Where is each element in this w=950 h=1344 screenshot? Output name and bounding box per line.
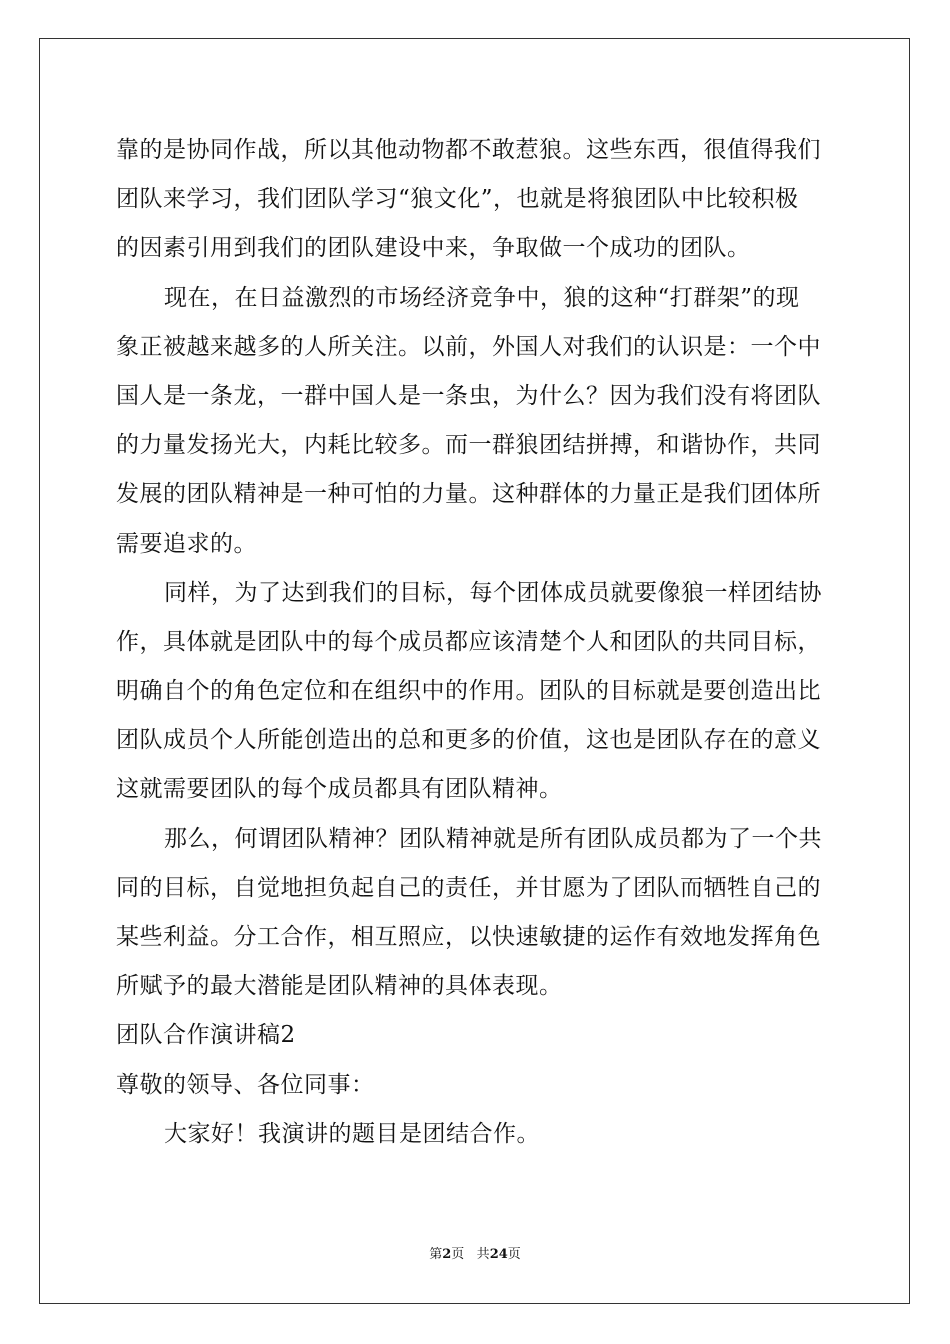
total-suffix: 页 [507,1247,521,1262]
total-pages: 24 [489,1247,508,1262]
paragraph-first-line: 现在，在日益激烈的市场经济竞争中，狼的这种“打群架”的现 [164,284,800,311]
text-line: 某些利益。分工合作，相互照应，以快速敏捷的运作有效地发挥角色 [116,924,821,950]
paragraph-first-line: 那么，何谓团队精神？团队精神就是所有团队成员都为了一个共 [164,825,822,852]
page-prefix: 第 [429,1247,443,1262]
paragraph-first-line: 同样，为了达到我们的目标，每个团体成员就要像狼一样团结协 [164,579,822,606]
salutation: 尊敬的领导、各位同事： [116,1071,375,1098]
text-line: 靠的是协同作战，所以其他动物都不敢惹狼。这些东西，很值得我们 [116,137,821,163]
page-footer [0,1246,950,1264]
text-line: 所赋予的最大潜能是团队精神的具体表现。 [116,973,563,1000]
text-line: 作，具体就是团队中的每个成员都应该清楚个人和团队的共同目标， [116,628,821,655]
text-line: 同的目标，自觉地担负起自己的责任，并甘愿为了团队而牺牲自己的 [116,874,821,901]
page-suffix: 页 [451,1247,465,1262]
text-line: 象正被越来越多的人所关注。以前，外国人对我们的认识是：一个中 [116,333,821,360]
text-line: 发展的团队精神是一种可怕的力量。这种群体的力量正是我们团体所 [116,481,821,508]
paragraph-first-line: 大家好！我演讲的题目是团结合作。 [164,1120,540,1147]
document-body [116,126,836,1159]
text-line: 的因素引用到我们的团队建设中来，争取做一个成功的团队。 [116,235,751,262]
page-number: 2 [442,1247,452,1262]
text-line: 需要追求的。 [116,530,257,557]
text-line: 明确自个的角色定位和在组织中的作用。团队的目标就是要创造出比 [116,678,821,705]
text-line: 这就需要团队的每个成员都具有团队精神。 [116,776,563,803]
text-line: 国人是一条龙，一群中国人是一条虫，为什么？因为我们没有将团队 [116,382,821,409]
text-line: 团队成员个人所能创造出的总和更多的价值，这也是团队存在的意义 [116,727,821,754]
text-line: 团队来学习，我们团队学习“狼文化”，也就是将狼团队中比较积极 [116,186,799,213]
text-line: 的力量发扬光大，内耗比较多。而一群狼团结拼搏，和谐协作，共同 [116,432,821,459]
total-prefix: 共 [476,1247,490,1262]
section-heading: 团队合作演讲稿2 [116,1022,296,1049]
